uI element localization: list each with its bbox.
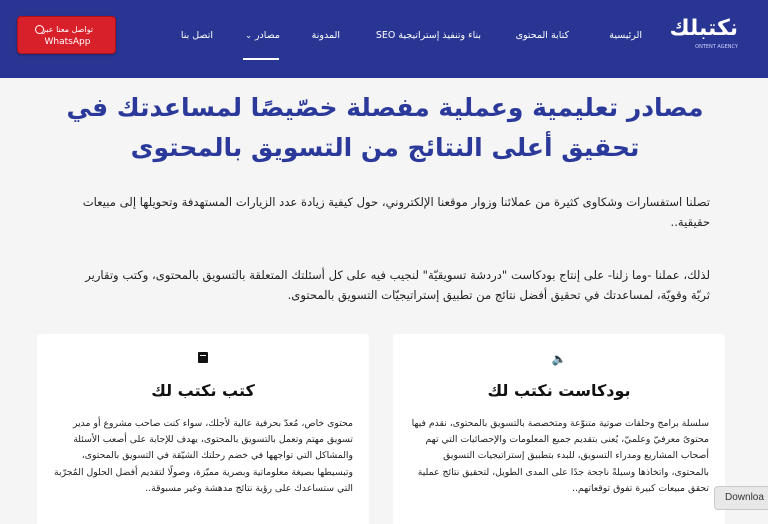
nav-resources[interactable] — [245, 30, 280, 41]
book-icon — [198, 352, 208, 363]
podcast-card-body: سلسلة برامج وحلقات صوتية متنوّعة ومتخصصة بالتسويق بالمحتوى، نقدم فيها محتوىً معرفيّ وعلميّ، يُعنى بتقديم جميع المعلومات والإحصائيات التي تهم أصحاب المشاريع ومدراء التسويق، للبدء بتطبيق إستراتيجيات التسويق بالمحتوى، واتخاذها وسيلةً ناجحة جدًا على المدى الطويل، لتحقيق نتائج عملية تحقق مبيعات كبيرة تفوق توقعاتهم.. — [411, 418, 709, 494]
speaker-icon: 🔈 — [551, 352, 567, 366]
books-card — [37, 334, 369, 524]
logo-subtitle: ONTENT AGENCY — [695, 44, 738, 50]
whatsapp-label-line2: WhatsApp — [44, 37, 91, 47]
nav-blog[interactable]: المدونة — [311, 30, 340, 41]
intro-paragraph-2: لذلك، عملنا -وما زلنا- على إنتاج بودكاست "دردشة تسويقيّة" لنجيب فيه على كل أسئلتك المتعلقة بالتسويق بالمحتوى، وكتب وتقارير ثريّة وقويّة، لمساعدتك في تحقيق أفضل نتائج من تطبيق إستراتيجيّات التسويق بالمحتوى. — [85, 268, 710, 302]
chevron-down-icon: ⌄ — [245, 31, 252, 40]
nav-active-indicator — [243, 58, 279, 60]
site-header — [0, 0, 768, 78]
podcast-card-title[interactable]: بودكاست نكتب لك — [487, 381, 631, 400]
podcast-card — [393, 334, 725, 524]
nav-contact[interactable]: اتصل بنا — [180, 30, 213, 41]
whatsapp-label-line1: تواصل معنا عبر — [41, 25, 94, 34]
download-button[interactable]: Downloa — [714, 486, 768, 510]
nav-content-writing[interactable]: كتابة المحتوى — [515, 30, 569, 41]
books-card-title[interactable]: كتب نكتب لك — [151, 381, 255, 400]
nav-home[interactable]: الرئيسية — [609, 30, 642, 41]
books-card-body: محتوى خاص، مُعدّ بحرفية عالية لأجلك، سواء كنت صاحب مشروع أو مدير تسويق مهتم وتعمل بالتسويق بالمحتوى، يهدف للإجابة على أصعب الأسئلة والمشاكل التي تواجهها في خضم رحلتك الشيّقة في التسويق بالمحتوى، وتبسيطها بصيغة معلوماتية وبصرية مميّزة، وصولًا لتقديم أفضل الحلول المُجرّبة التي ستساعدك على رؤية نتائج مدهشة وغير مسبوقة.. — [54, 418, 353, 494]
nav-resources-label: مصادر — [254, 30, 280, 41]
whatsapp-button[interactable] — [17, 16, 116, 54]
logo-text: نكتبلك — [669, 16, 738, 41]
nav-seo-strategy[interactable]: بناء وتنفيذ إستراتيجية SEO — [375, 30, 481, 41]
page-title: مصادر تعليمية وعملية مفصلة خصّيصًا لمساعدتك في تحقيق أعلى النتائج من التسويق بالمحتوى — [66, 93, 704, 162]
intro-paragraph-1: تصلنا استفسارات وشكاوى كثيرة من عملائنا وزوار موقعنا الإلكتروني، حول كيفية زيادة عدد الزيارات المستهدفة وتحويلها إلى مبيعات حقيقية.. — [82, 195, 710, 229]
